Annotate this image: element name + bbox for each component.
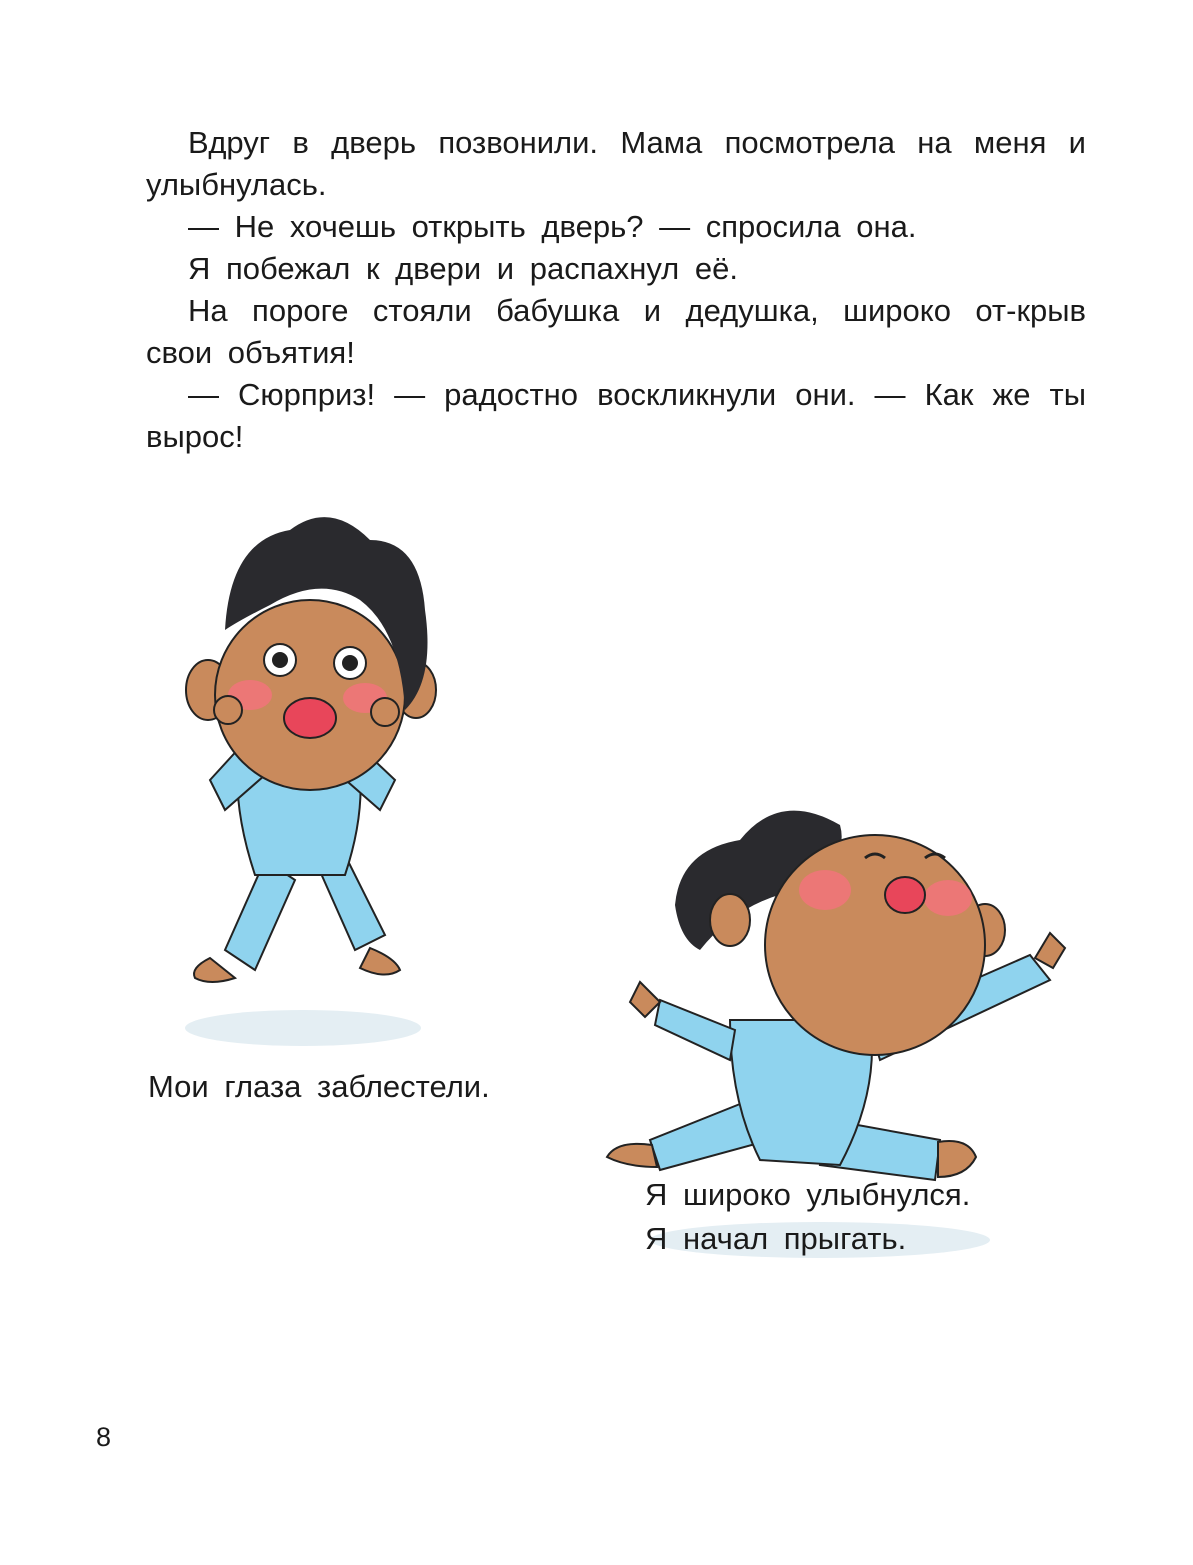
story-text — [146, 122, 1086, 458]
surprised-boy-illustration — [170, 480, 450, 1060]
caption-right-line-1: Я широко улыбнулся. — [645, 1177, 971, 1212]
story-paragraph: Вдруг в дверь позвонили. Мама посмотрела на меня и улыбнулась. — [146, 125, 1086, 202]
caption-right-line-2: Я начал прыгать. — [645, 1221, 907, 1256]
story-paragraph: — Сюрприз! — радостно воскликнули они. — Как же ты вырос! — [146, 377, 1086, 454]
caption-left: Мои глаза заблестели. — [148, 1069, 490, 1104]
story-paragraph: — Не хочешь открыть дверь? — спросила она. — [188, 209, 917, 244]
story-paragraph: На пороге стояли бабушка и дедушка, широко от-крыв свои объятия! — [146, 293, 1086, 370]
story-paragraph: Я побежал к двери и распахнул её. — [188, 251, 738, 286]
page-number: 8 — [96, 1422, 112, 1452]
